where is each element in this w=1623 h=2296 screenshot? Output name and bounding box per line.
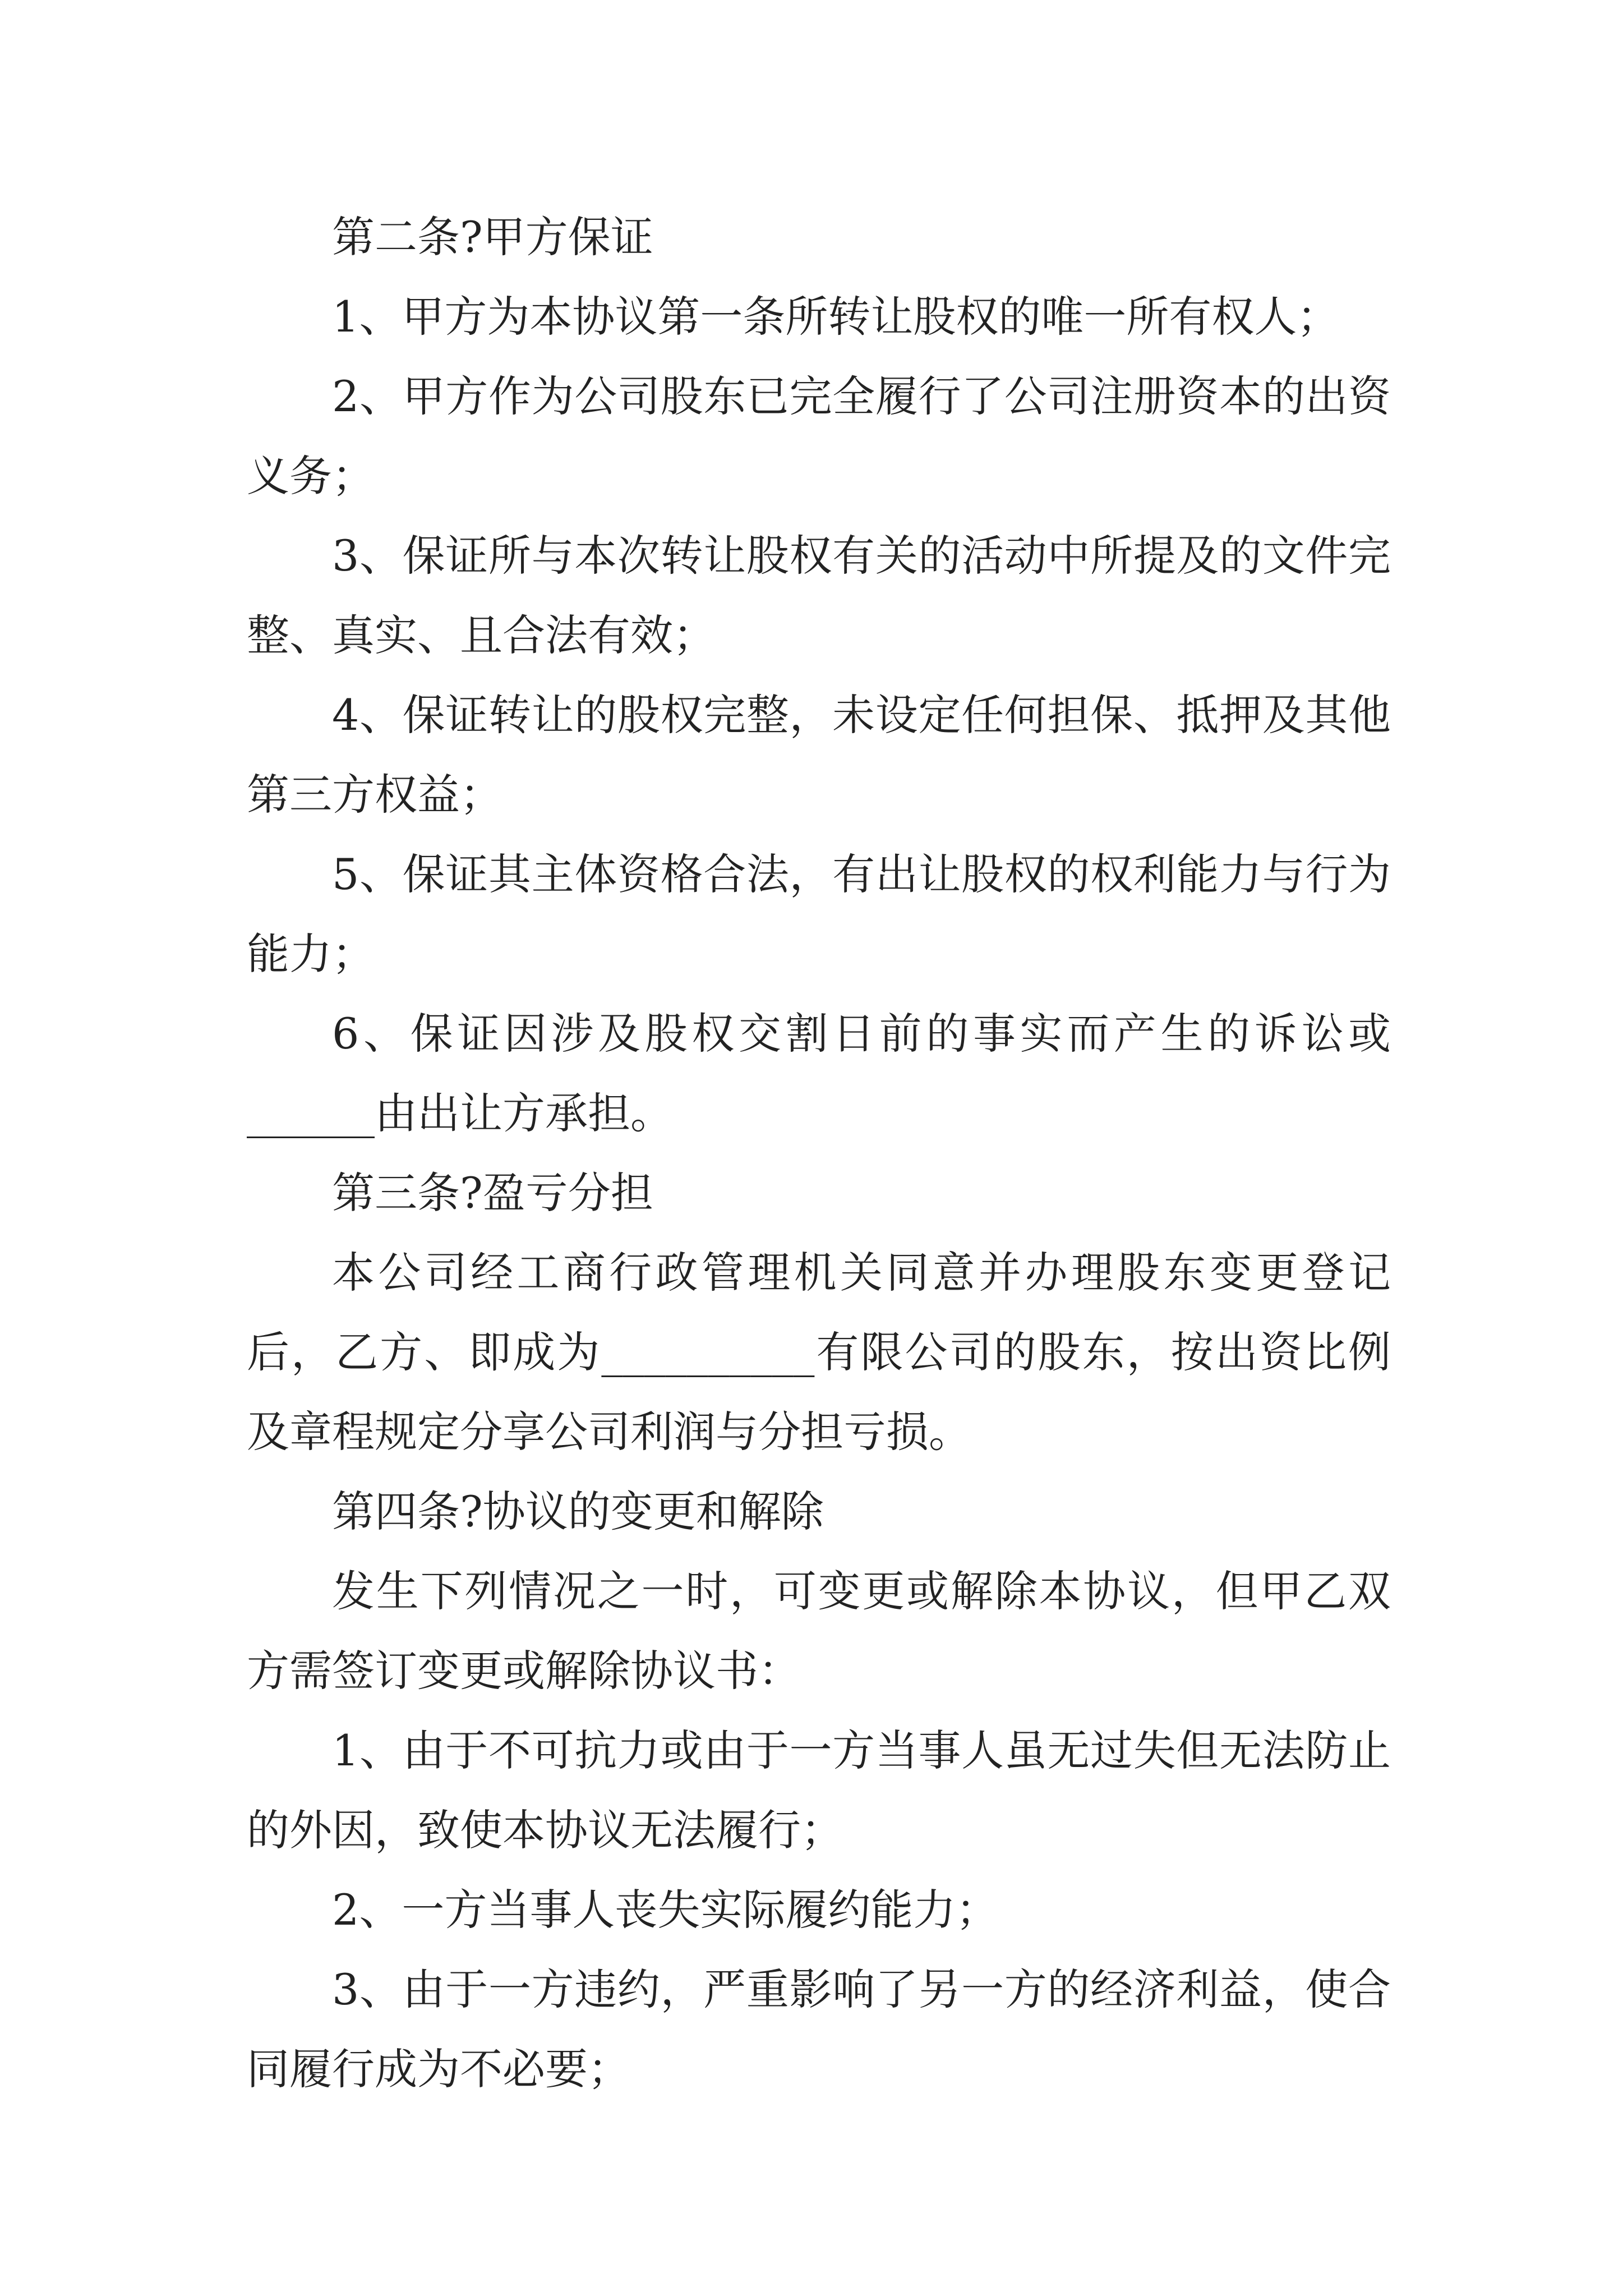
clause: 1、由于不可抗力或由于一方当事人虽无过失但无法防止的外因，致使本协议无法履行； (247, 1726, 1391, 1855)
clause: 本公司经工商行政管理机关同意并办理股东变更登记后，乙方、即成为__________有限公司的股东，按出资比例及章程规定分享公司利润与分担亏损。 (247, 1248, 1391, 1457)
clause: 2、一方当事人丧失实际履约能力； (332, 1885, 999, 1935)
clause: 2、甲方作为公司股东已完全履行了公司注册资本的出资义务； (247, 371, 1391, 501)
clause: 6、保证因涉及股权交割日前的事实而产生的诉讼或______由出让方承担。 (247, 1009, 1391, 1138)
clause: 3、保证所与本次转让股权有关的活动中所提及的文件完整、真实、且合法有效； (247, 531, 1391, 660)
document-body (247, 197, 1391, 2109)
clause: 5、保证其主体资格合法，有出让股权的权利能力与行为能力； (247, 849, 1391, 979)
section-heading: 第四条?协议的变更和解除 (332, 1487, 824, 1536)
clause: 1、甲方为本协议第一条所转让股权的唯一所有权人； (332, 292, 1340, 342)
clause: 4、保证转让的股权完整，未设定任何担保、抵押及其他第三方权益； (247, 690, 1391, 820)
section-heading: 第三条?盈亏分担 (332, 1168, 653, 1218)
section-heading: 第二条?甲方保证 (332, 212, 653, 262)
clause: 3、由于一方违约，严重影响了另一方的经济利益，使合同履行成为不必要； (247, 1964, 1391, 2094)
clause: 发生下列情况之一时，可变更或解除本协议，但甲乙双方需签订变更或解除协议书： (247, 1566, 1391, 1696)
